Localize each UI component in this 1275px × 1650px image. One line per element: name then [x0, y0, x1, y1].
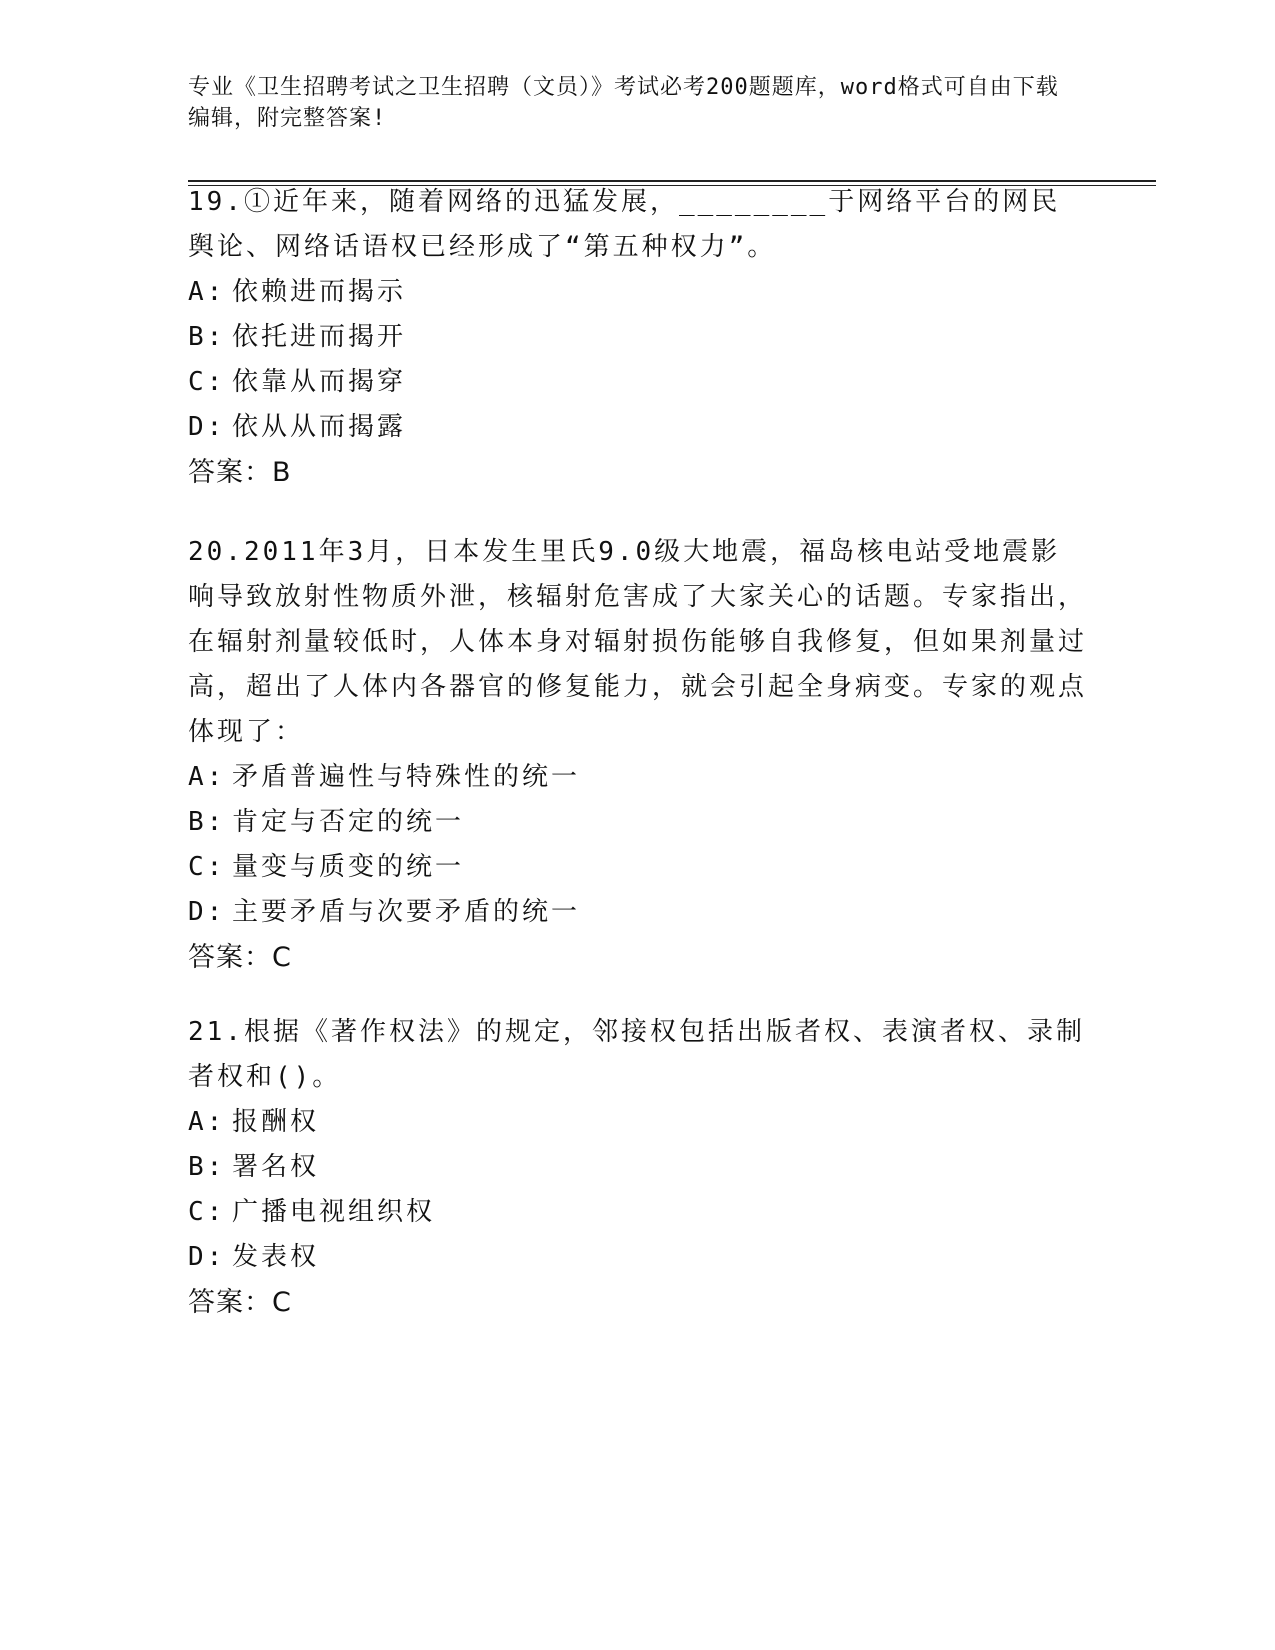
- option-b: [188, 1145, 1088, 1190]
- option-text: 肯定与否定的统一: [232, 807, 465, 837]
- option-letter: C:: [188, 1197, 226, 1227]
- option-letter: A:: [188, 277, 226, 307]
- question-blank: ________: [678, 187, 829, 217]
- option-letter: D:: [188, 1242, 226, 1272]
- question-stem-before: 19.①近年来，随着网络的迅猛发展，: [188, 187, 679, 217]
- question-20: [188, 530, 1088, 980]
- option-text: 报酬权: [232, 1107, 320, 1137]
- option-letter: C:: [188, 852, 226, 882]
- question-stem: 21.根据《著作权法》的规定，邻接权包括出版者权、表演者权、录制者权和()。: [188, 1017, 1085, 1092]
- option-text: 署名权: [232, 1152, 320, 1182]
- question-21: [188, 1010, 1088, 1325]
- option-d: [188, 890, 1088, 935]
- answer-line: 答案：B: [188, 457, 292, 488]
- answer-line: 答案：C: [188, 1287, 292, 1318]
- option-letter: A:: [188, 1107, 226, 1137]
- document-header: [188, 72, 1068, 134]
- question-19: [188, 180, 1088, 495]
- option-d: [188, 1235, 1088, 1280]
- option-text: 发表权: [232, 1242, 320, 1272]
- option-letter: A:: [188, 762, 226, 792]
- option-text: 依靠从而揭穿: [232, 367, 407, 397]
- option-b: [188, 800, 1088, 845]
- option-b: [188, 315, 1088, 360]
- option-text: 主要矛盾与次要矛盾的统一: [232, 897, 581, 927]
- option-c: [188, 1190, 1088, 1235]
- option-text: 广播电视组织权: [232, 1197, 436, 1227]
- option-text: 依托进而揭开: [232, 322, 407, 352]
- question-stem-after: 于网络平台的网民舆论、网络话语权已经形成了“第五种权力”。: [188, 187, 1061, 262]
- option-text: 量变与质变的统一: [232, 852, 465, 882]
- answer-line: 答案：C: [188, 942, 292, 973]
- option-a: [188, 755, 1088, 800]
- option-letter: B:: [188, 807, 226, 837]
- option-letter: B:: [188, 322, 226, 352]
- option-a: [188, 1100, 1088, 1145]
- option-c: [188, 360, 1088, 405]
- question-stem: 20.2011年3月，日本发生里氏9.0级大地震，福岛核电站受地震影响导致放射性物质外泄，核辐射危害成了大家关心的话题。专家指出，在辐射剂量较低时，人体本身对辐射损伤能够自我修复，但如果剂量过高，超出了人体内各器官的修复能力，就会引起全身病变。专家的观点体现了：: [188, 537, 1088, 747]
- option-letter: D:: [188, 897, 226, 927]
- option-text: 依从从而揭露: [232, 412, 407, 442]
- option-text: 矛盾普遍性与特殊性的统一: [232, 762, 581, 792]
- question-stem: [188, 180, 1088, 270]
- option-letter: C:: [188, 367, 226, 397]
- option-d: [188, 405, 1088, 450]
- option-letter: D:: [188, 412, 226, 442]
- option-a: [188, 270, 1088, 315]
- option-c: [188, 845, 1088, 890]
- option-text: 依赖进而揭示: [232, 277, 407, 307]
- option-letter: B:: [188, 1152, 226, 1182]
- header-title: 专业《卫生招聘考试之卫生招聘（文员）》考试必考200题题库，word格式可自由下载编辑，附完整答案!: [188, 75, 1059, 131]
